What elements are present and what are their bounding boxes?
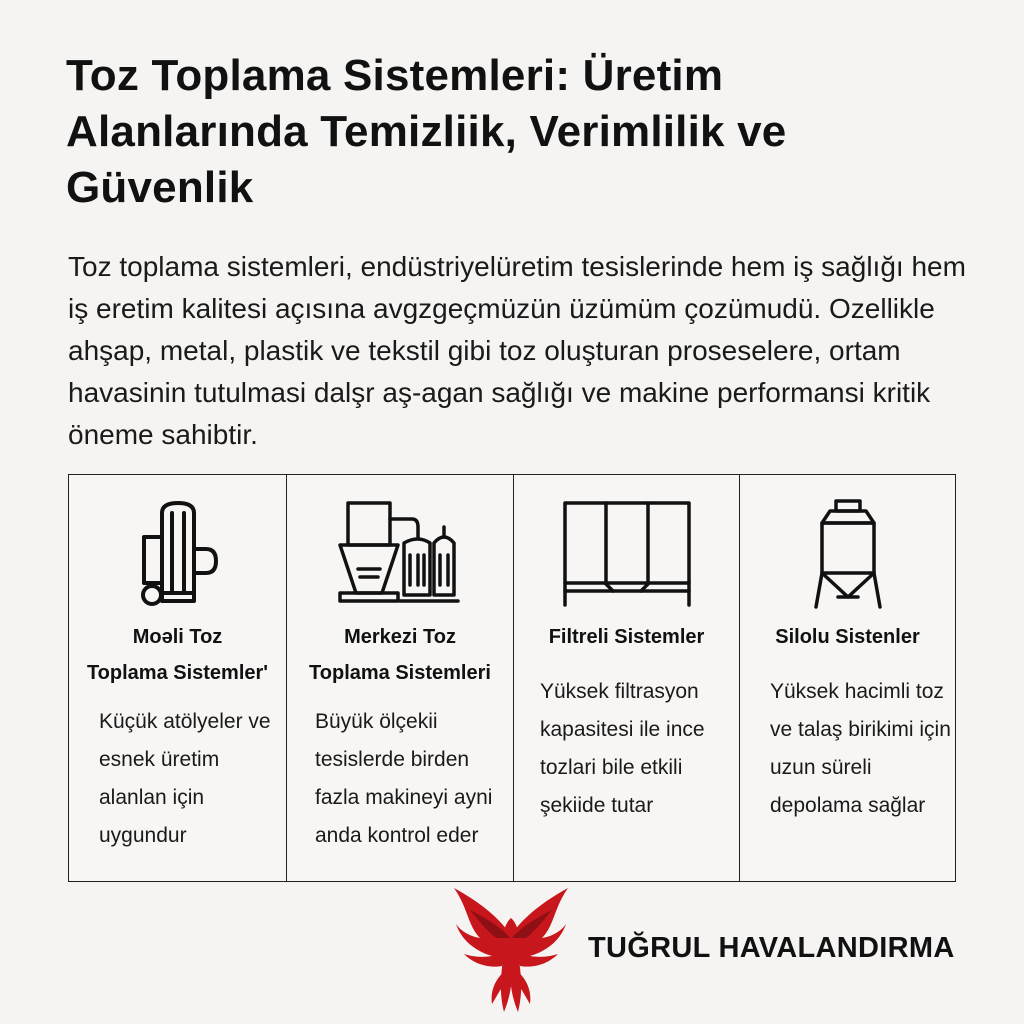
system-types-grid — [68, 474, 956, 882]
brand-name: TUĞRUL HAVALANDIRMA — [588, 932, 955, 964]
red-phoenix-logo-icon — [446, 878, 576, 1023]
card-description: Yüksek hacimli toz ve talaş birikimi için uzun süreli depolama sağlar — [770, 680, 951, 817]
filter-system-icon — [514, 497, 739, 609]
mobile-dust-collector-icon — [69, 497, 286, 609]
card-title — [740, 619, 955, 655]
card-description: Küçük atölyeler ve esnek üretim alanlan için uygundur — [99, 710, 271, 847]
card-description: Büyük ölçekii tesislerde birden fazla makineyi ayni anda kontrol eder — [315, 710, 493, 847]
card-title-line-1: Filtreli Sistemler — [548, 626, 705, 648]
card-silo-system — [740, 475, 955, 881]
card-filter-system — [514, 475, 740, 881]
card-title — [287, 619, 513, 691]
silo-icon — [740, 497, 955, 609]
card-title-line-1: Moəli Toz — [132, 626, 223, 648]
central-dust-collector-icon — [287, 497, 513, 609]
brand-footer — [446, 878, 986, 1018]
card-title-line-1: Silolu Sistenler — [775, 626, 920, 648]
intro-paragraph: Toz toplama sistemleri, endüstriyelüretim tesislerinde hem iş sağlığı hem iş eretim kalitesi açısına avgzgeçmüzün üzümüm çozümudü. Ozellikle ahşap, metal, plastik ve tekstil gibi toz oluşturan proseselere, ortam havasinin tutulmasi dalşr aş-agan sağlığı ve makine performansi kritik öneme sahibtir. — [68, 251, 966, 450]
card-description: Yüksek filtrasyon kapasitesi ile ince tozlari bile etkili şekiide tutar — [540, 680, 705, 817]
card-title-line-2: Toplama Sistemleri — [309, 662, 491, 684]
card-title — [69, 619, 286, 691]
page-title: Toz Toplama Sistemleri: Üretim Alanlarında Temizliik, Verimlilik ve Güvenlik — [66, 51, 787, 212]
card-title — [514, 619, 739, 655]
card-mobile-system — [69, 475, 287, 881]
card-central-system — [287, 475, 514, 881]
card-title-line-1: Merkezi Toz — [344, 626, 456, 648]
card-title-line-2: Toplama Sistemler' — [86, 662, 269, 684]
